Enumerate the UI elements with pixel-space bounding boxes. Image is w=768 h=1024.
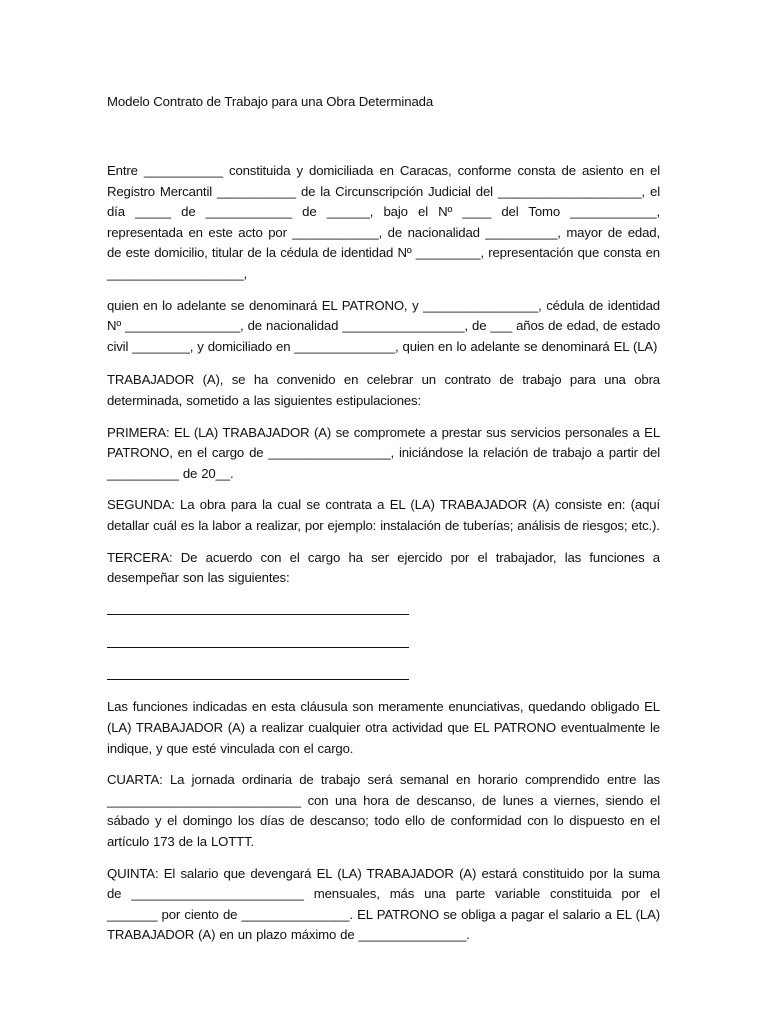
- clause-intro-agreement: TRABAJADOR (A), se ha convenido en celebrar un contrato de trabajo para una obra determinada, sometido a las siguientes estipulaciones:: [107, 372, 660, 408]
- clause-tercera-note: Las funciones indicadas en esta cláusula son meramente enunciativas, quedando obligado EL (LA) TRABAJADOR (A) a realizar cualquier otra actividad que EL PATRONO eventualmente le indique, y que esté vinculada con el cargo.: [107, 699, 660, 756]
- clause-tercera: TERCERA: De acuerdo con el cargo ha ser ejercido por el trabajador, las funciones a desempeñar son las siguientes:: [107, 549, 660, 586]
- clause-quinta: QUINTA: El salario que devengará EL (LA) TRABAJADOR (A) estará constituido por la suma de ________________________ mensuales, más una parte variable constituida por el _______ por ciento de _______________. EL PATRONO se obliga a pagar el salario a EL (LA) TRABAJADOR (A) en un plazo máximo de _______________.: [107, 865, 660, 943]
- clause-primera: PRIMERA: EL (LA) TRABAJADOR (A) se compromete a prestar sus servicios personales a EL PATRONO, en el cargo de _________________, iniciándose la relación de trabajo a partir del __________ de 20__.: [107, 424, 660, 481]
- clause-intro-worker: quien en lo adelante se denominará EL PATRONO, y ________________, cédula de identidad Nº ________________, de nacionalidad _________________, de ___ años de edad, de estado civil ________, y domiciliado en ______________, quien en lo adelante se denominará EL (LA): [107, 297, 660, 354]
- blank-line: [107, 627, 409, 648]
- document-title: Modelo Contrato de Trabajo para una Obra Determinada: [107, 94, 434, 109]
- blank-line: [107, 660, 409, 681]
- blank-line: [107, 595, 409, 616]
- clause-intro-parties: Entre ___________ constituida y domiciliada en Caracas, conforme consta de asiento en el Registro Mercantil ___________ de la Circunscripción Judicial del ____________________, el día _____ de ____________ de ______, bajo el Nº ____ del Tomo ____________, representada en este acto por ____________, de nacionalidad __________, mayor de edad, de este domicilio, titular de la cédula de identidad Nº _________, representación que consta en ___________________,: [107, 163, 660, 281]
- functions-blank-lines: [107, 600, 660, 686]
- clause-cuarta: CUARTA: La jornada ordinaria de trabajo será semanal en horario comprendido entre las ___________________________ con una hora de descanso, de lunes a viernes, siendo el sábado y el domingo los días de descanso; todo ello de conformidad con lo dispuesto en el artículo 173 de la LOTTT.: [107, 772, 660, 850]
- clause-segunda: SEGUNDA: La obra para la cual se contrata a EL (LA) TRABAJADOR (A) consiste en: (aquí detallar cuál es la labor a realizar, por ejemplo: instalación de tuberías; análisis de riesgos; etc.).: [107, 497, 660, 533]
